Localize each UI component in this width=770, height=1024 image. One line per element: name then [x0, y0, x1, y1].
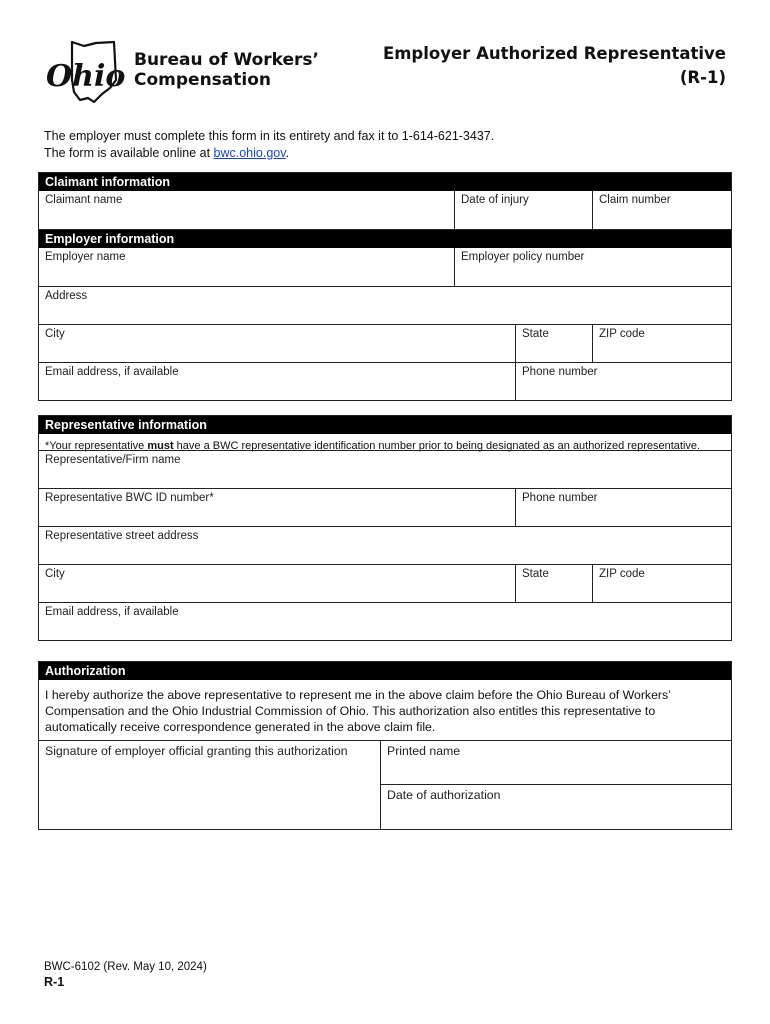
employer-phone-field[interactable] [515, 363, 731, 400]
form-number: BWC-6102 (Rev. May 10, 2024) [44, 961, 207, 973]
form-title: Employer Authorized Representative [382, 44, 726, 63]
representative-email-label: Email address, if available [45, 606, 179, 618]
note-emphasis: must [147, 440, 174, 452]
intro-line1: The employer must complete this form in its entirety and fax it to 1-614-621-3437. [44, 129, 495, 143]
employer-policy-field[interactable] [454, 248, 731, 286]
representative-state-label: State [522, 568, 549, 580]
representative-street-label: Representative street address [45, 530, 199, 542]
agency-name [134, 50, 319, 90]
form-code: (R-1) [679, 68, 726, 87]
printed-name-label: Printed name [387, 744, 461, 758]
representative-heading: Representative information [39, 416, 731, 434]
representative-street-field[interactable] [39, 527, 731, 564]
footer-code: R-1 [44, 975, 65, 989]
employer-address-label: Address [45, 290, 88, 302]
representative-row-1 [39, 450, 731, 488]
employer-row-4 [39, 362, 731, 400]
employer-row-3 [39, 324, 731, 362]
note-prefix: *Your representative [45, 440, 148, 452]
representative-id-label: Representative BWC ID number* [45, 492, 214, 504]
agency-line2: Compensation [134, 70, 271, 90]
employer-policy-label: Employer policy number [461, 251, 585, 263]
logo-script: Ohio [46, 59, 126, 94]
intro-text [44, 128, 494, 162]
claim-number-label: Claim number [599, 194, 671, 206]
representative-city-field[interactable] [39, 565, 515, 602]
authorization-signature-row [39, 740, 731, 829]
authorization-text: I hereby authorize the above representative to represent me in the above claim before the Ohio Bureau of Workers’ Compensation and the Ohio Industrial Commission of Ohio. This authorization also entitles this representative to automatically receive correspondence generated in the above claim file. [45, 688, 671, 734]
intro-line2-prefix: The form is available online at [44, 146, 214, 160]
representative-row-2 [39, 488, 731, 526]
employer-state-field[interactable] [515, 325, 592, 362]
employer-zip-label: ZIP code [599, 328, 645, 340]
employer-row-1 [39, 248, 731, 286]
claim-number-field[interactable] [592, 191, 731, 230]
representative-phone-label: Phone number [522, 492, 598, 504]
date-of-injury-label: Date of injury [461, 194, 529, 206]
authorization-heading: Authorization [39, 662, 731, 680]
employer-email-label: Email address, if available [45, 366, 179, 378]
claimant-name-label: Claimant name [45, 194, 123, 206]
representative-city-label: City [45, 568, 65, 580]
printed-name-field[interactable] [380, 741, 731, 785]
ohio-state-icon [44, 40, 134, 106]
footer [44, 960, 207, 991]
date-of-injury-field[interactable] [454, 191, 592, 230]
bwc-logo [44, 40, 324, 106]
employer-zip-field[interactable] [592, 325, 731, 362]
representative-note [39, 434, 731, 450]
employer-name-field[interactable] [39, 248, 454, 286]
employer-state-label: State [522, 328, 549, 340]
representative-email-field[interactable] [39, 603, 731, 640]
agency-line1: Bureau of Workers’ [134, 50, 320, 70]
representative-id-field[interactable] [39, 489, 515, 526]
representative-zip-field[interactable] [592, 565, 731, 602]
representative-row-4 [39, 564, 731, 602]
representative-row-5 [39, 602, 731, 640]
claimant-name-field[interactable] [39, 191, 454, 230]
representative-firm-label: Representative/Firm name [45, 454, 181, 466]
representative-phone-field[interactable] [515, 489, 731, 526]
form-title-block [383, 42, 726, 90]
employer-signature-label: Signature of employer official granting this authorization [45, 744, 348, 758]
representative-state-field[interactable] [515, 565, 592, 602]
employer-row-2 [39, 286, 731, 324]
employer-section [38, 229, 732, 401]
representative-zip-label: ZIP code [599, 568, 645, 580]
claimant-heading: Claimant information [39, 173, 731, 191]
claimant-section [38, 172, 732, 231]
employer-email-field[interactable] [39, 363, 515, 400]
representative-firm-field[interactable] [39, 451, 731, 488]
employer-city-field[interactable] [39, 325, 515, 362]
employer-address-field[interactable] [39, 287, 731, 324]
representative-row-3 [39, 526, 731, 564]
employer-heading: Employer information [39, 230, 731, 248]
date-of-authorization-label: Date of authorization [387, 788, 501, 802]
claimant-row [39, 191, 731, 230]
intro-line2 [44, 145, 494, 162]
date-of-authorization-field[interactable] [380, 785, 731, 829]
employer-signature-field[interactable] [39, 741, 380, 829]
employer-city-label: City [45, 328, 65, 340]
employer-phone-label: Phone number [522, 366, 598, 378]
bwc-website-link[interactable]: bwc.ohio.gov [213, 146, 286, 160]
employer-name-label: Employer name [45, 251, 126, 263]
note-suffix: have a BWC representative identification number prior to being designated as an authorized representative. [173, 440, 701, 452]
representative-section [38, 415, 732, 641]
authorization-section [38, 661, 732, 830]
intro-line2-suffix: . [285, 146, 290, 160]
